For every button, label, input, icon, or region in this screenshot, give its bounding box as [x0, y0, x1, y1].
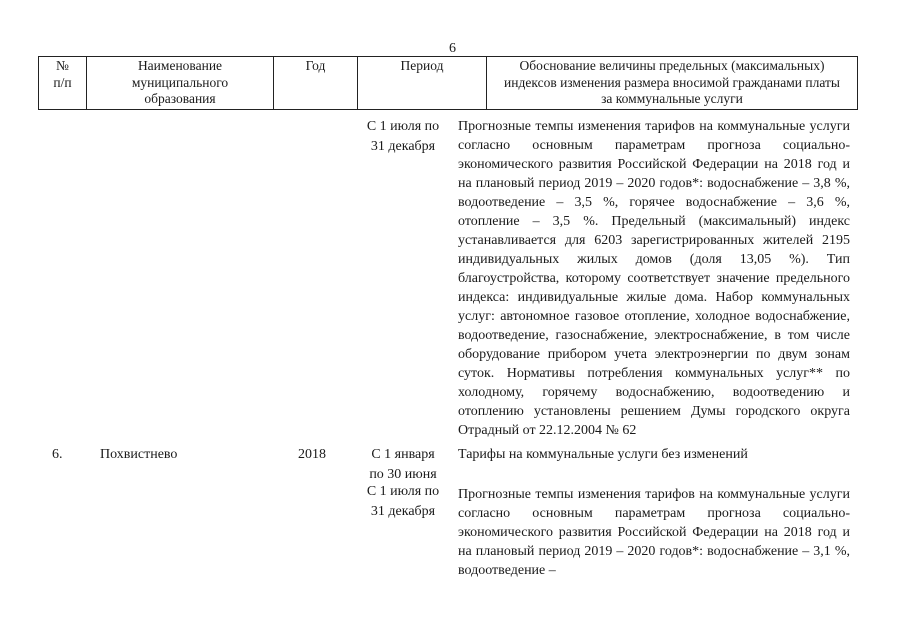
period-cell: С 1 июля по 31 декабря — [366, 119, 440, 154]
table-header — [38, 56, 858, 110]
row-number: 6. — [52, 447, 63, 462]
year-cell: 2018 — [298, 447, 326, 462]
header-year: Год — [273, 57, 357, 109]
page-number: 6 — [449, 41, 456, 56]
period-cell: С 1 июля по 31 декабря — [366, 484, 440, 519]
period-cell: С 1 января по 30 июня — [369, 447, 437, 482]
justification-cell: Прогнозные темпы изменения тарифов на коммунальные услуги согласно основным параметрам прогноза социально-экономического развития Российской Федерации на 2018 год и на плановый период 2019 – 2020 годов*: водоснабжение – 3,8 %, водоотведение – 3,5 %, горячее водоснабжение – 3,6 %, отопление – 3,5 %. Предельный (максимальный) индекс устанавливается для 6203 зарегистрированных жителей 2195 индивидуальных жилых домов (доля 13,05 %). Тип благоустройства, которому соответствует значение предельного индекса: индивидуальные жилые дома. Набор коммунальных услуг: автономное газовое отопление, холодное водоснабжение, водоотведение, газоснабжение, электроснабжение, в том числе оборудование прибором учета электроэнергии по двум зонам суток. Нормативы потребления коммунальных услуг** по холодному, горячему водоснабжению, водоотведению и отоплению установлены решением Думы городского округа Отрадный от 22.12.2004 № 62 — [458, 119, 850, 438]
justification-cell: Прогнозные темпы изменения тарифов на коммунальные услуги согласно основным параметрам прогноза социально-экономического развития Российской Федерации на 2018 год и на плановый период 2019 – 2020 годов*: водоснабжение – 3,1 %, водоотведение – — [458, 487, 850, 578]
header-justification: Обоснование величины предельных (максимальных) индексов изменения размера вносимой гражданами платы за коммунальные услуги — [486, 57, 858, 109]
header-number: № п/п — [38, 57, 86, 109]
header-period: Период — [357, 57, 486, 109]
municipality-name: Похвистнево — [100, 447, 178, 462]
justification-cell: Тарифы на коммунальные услуги без изменений — [458, 447, 748, 462]
header-municipality: Наименование муниципального образования — [86, 57, 273, 109]
